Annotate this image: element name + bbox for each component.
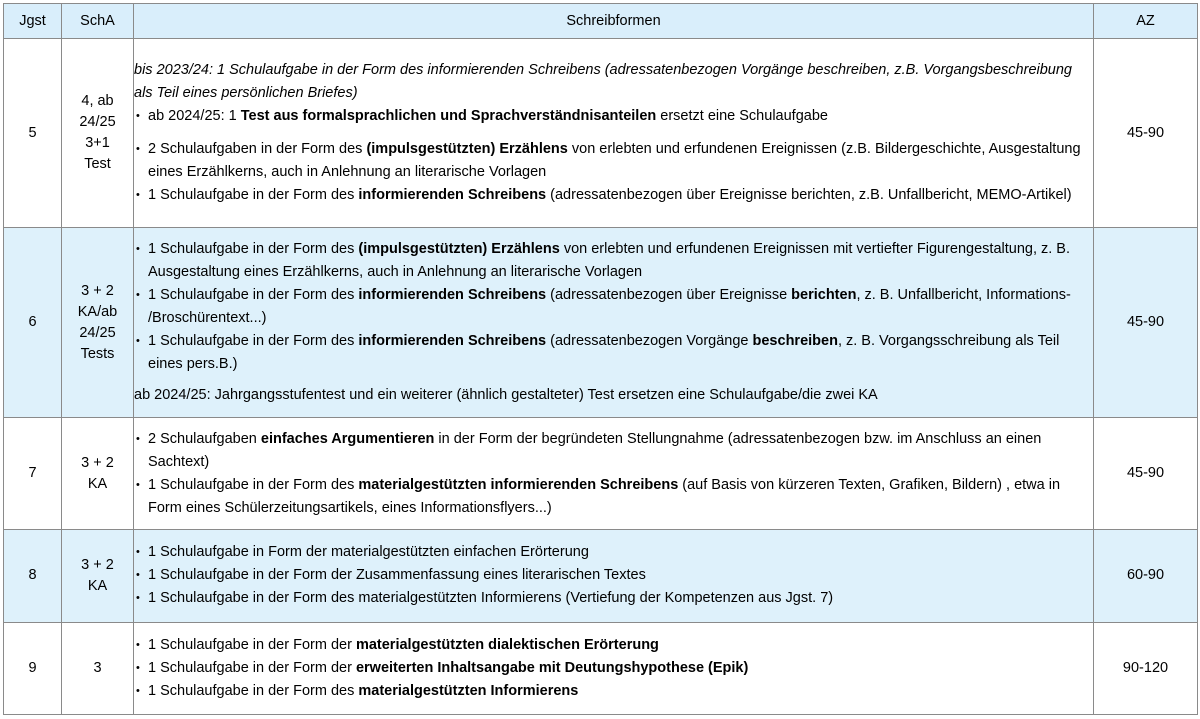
scha-cell <box>62 228 134 418</box>
item-list <box>134 541 1093 610</box>
list-item: • 2 Schulaufgaben in der Form des (impulsgestützten) Erzählens von erlebten und erfundenen Ereignissen (z.B. Bildergeschichte, Ausgestaltung eines Erzählkerns, auch in Anlehnung an literarische Vorlagen <box>134 138 1093 184</box>
list-item: • 1 Schulaufgabe in Form der materialgestützten einfachen Erörterung <box>134 541 1093 564</box>
header-row <box>4 4 1198 39</box>
jgst-cell: 9 <box>4 622 62 714</box>
table-row-jgst-5 <box>4 39 1198 228</box>
scha-line: 3+1 <box>85 135 110 152</box>
list-item: • 1 Schulaufgabe in der Form der Zusammenfassung eines literarischen Textes <box>134 564 1093 587</box>
scha-line: KA <box>87 475 108 492</box>
scha-line: 3 + 2 <box>81 282 114 299</box>
schreibformen-cell <box>134 228 1094 418</box>
list-item: • 1 Schulaufgabe in der Form des informierenden Schreibens (adressatenbezogen über Ereignisse berichten, z.B. Unfallbericht, MEMO-Artikel) <box>134 184 1093 207</box>
table-row-jgst-6 <box>4 228 1198 418</box>
schreibformen-cell <box>134 622 1094 714</box>
table-row-jgst-8 <box>4 529 1198 622</box>
scha-line: 3 + 2 <box>81 556 114 573</box>
header-az: AZ <box>1094 4 1198 39</box>
scha-line: KA/ab <box>77 303 118 320</box>
scha-cell <box>62 418 134 529</box>
table-row-jgst-9 <box>4 622 1198 714</box>
header-scha: SchA <box>62 4 134 39</box>
list-item: • 1 Schulaufgabe in der Form des informierenden Schreibens (adressatenbezogen Vorgänge beschreiben, z. B. Vorgangsschreibung als Teil eines pers.B.) <box>134 330 1093 376</box>
header-jgst: Jgst <box>4 4 62 39</box>
item-list <box>134 238 1093 376</box>
jgst-cell: 7 <box>4 418 62 529</box>
list-item: • 1 Schulaufgabe in der Form des (impulsgestützten) Erzählens von erlebten und erfundenen Ereignissen mit vertiefter Figurengestaltung, z. B. Ausgestaltung eines Erzählkerns, auch in Anlehnung an literarische Vorlagen <box>134 238 1093 284</box>
list-item: • ab 2024/25: 1 Test aus formalsprachlichen und Sprachverständnisanteilen ersetzt eine Schulaufgabe <box>134 105 1093 128</box>
az-cell: 45-90 <box>1094 418 1198 529</box>
scha-line: 24/25 <box>79 324 116 341</box>
intro-text: bis 2023/24: 1 Schulaufgabe in der Form des informierenden Schreibens (adressatenbezogen Vorgänge beschreiben, z.B. Vorgangsbeschreibung als Teil eines persönlichen Briefes) <box>134 62 1072 102</box>
az-cell: 45-90 <box>1094 228 1198 418</box>
list-item: • 2 Schulaufgaben einfaches Argumentieren in der Form der begründeten Stellungnahme (adressatenbezogen bzw. im Anschluss an einen Sachtext) <box>134 428 1093 474</box>
scha-line: Tests <box>80 345 115 362</box>
jgst-cell: 8 <box>4 529 62 622</box>
schreibformen-table <box>3 3 1198 715</box>
schreibformen-cell <box>134 39 1094 228</box>
scha-line: Test <box>84 156 111 173</box>
scha-line: 3 + 2 <box>81 454 114 471</box>
az-cell: 90-120 <box>1094 622 1198 714</box>
header-schreibformen: Schreibformen <box>134 4 1094 39</box>
jgst-cell: 6 <box>4 228 62 418</box>
jgst-cell: 5 <box>4 39 62 228</box>
table-row-jgst-7 <box>4 418 1198 529</box>
list-item: • 1 Schulaufgabe in der Form des materialgestützten Informierens <box>134 680 1093 703</box>
scha-cell <box>62 39 134 228</box>
scha-line: 3 <box>93 659 102 676</box>
scha-line: KA <box>87 577 108 594</box>
az-cell: 45-90 <box>1094 39 1198 228</box>
schreibformen-cell <box>134 418 1094 529</box>
item-list <box>134 428 1093 520</box>
list-item: • 1 Schulaufgabe in der Form der erweiterten Inhaltsangabe mit Deutungshypothese (Epik) <box>134 657 1093 680</box>
note-text: ab 2024/25: Jahrgangsstufentest und ein weiterer (ähnlich gestalteter) Test ersetzen eine Schulaufgabe/die zwei KA <box>134 387 878 404</box>
list-item: • 1 Schulaufgabe in der Form des informierenden Schreibens (adressatenbezogen über Ereignisse berichten, z. B. Unfallbericht, Informations- /Broschürentext...) <box>134 284 1093 330</box>
schreibformen-cell <box>134 529 1094 622</box>
item-list <box>134 634 1093 703</box>
scha-cell <box>62 622 134 714</box>
item-list <box>134 105 1093 207</box>
list-item: • 1 Schulaufgabe in der Form des materialgestützten informierenden Schreibens (auf Basis von kürzeren Texten, Grafiken, Bildern) , etwa in Form eines Schülerzeitungsartikels, eines Informationsflyers...) <box>134 474 1093 520</box>
scha-line: 4, ab <box>81 93 114 110</box>
scha-line: 24/25 <box>79 114 116 131</box>
az-cell: 60-90 <box>1094 529 1198 622</box>
list-item: • 1 Schulaufgabe in der Form der materialgestützten dialektischen Erörterung <box>134 634 1093 657</box>
scha-cell <box>62 529 134 622</box>
list-item: • 1 Schulaufgabe in der Form des materialgestützten Informierens (Vertiefung der Kompetenzen aus Jgst. 7) <box>134 587 1093 610</box>
